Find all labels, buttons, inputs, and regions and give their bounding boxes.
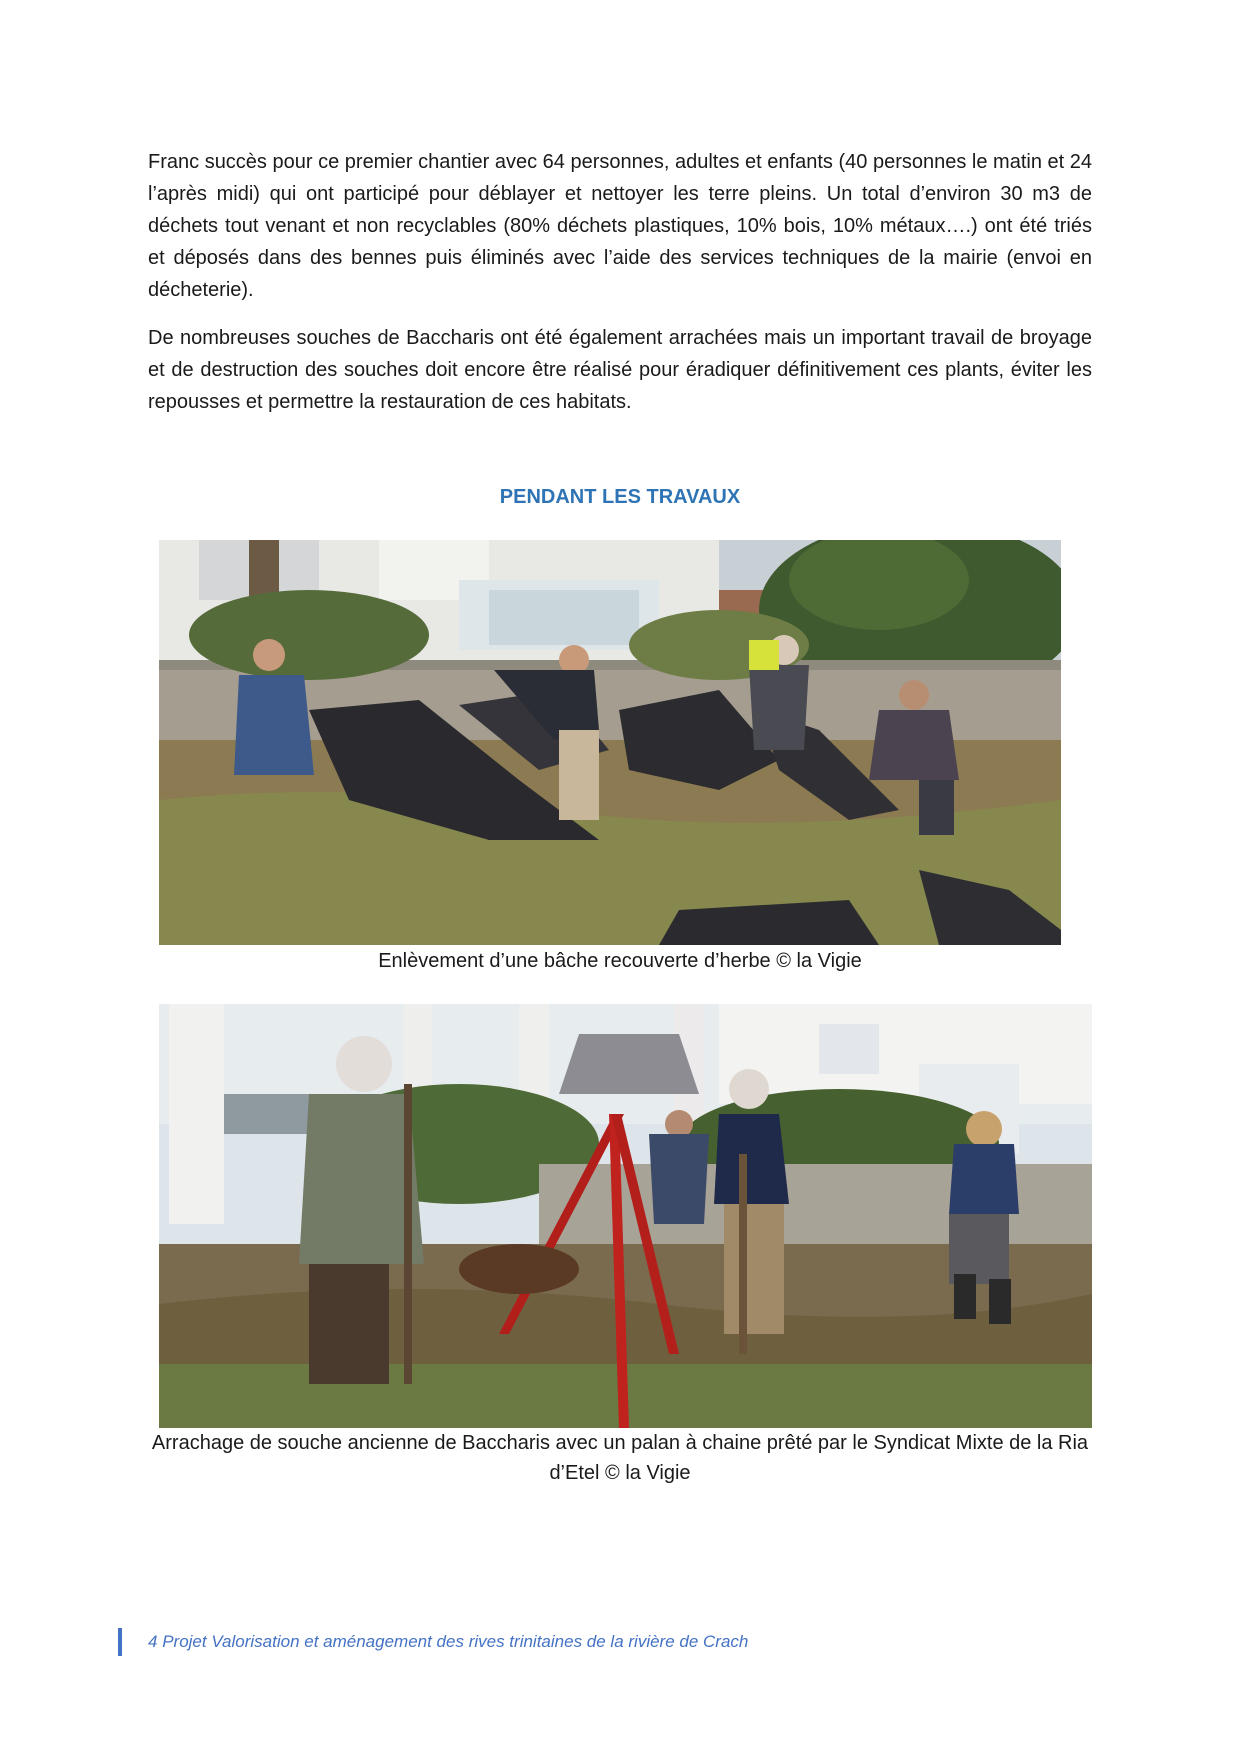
page-footer xyxy=(118,1628,748,1656)
body-paragraph-1: Franc succès pour ce premier chantier avec 64 personnes, adultes et enfants (40 personnes le matin et 24 l’après midi) qui ont participé pour déblayer et nettoyer les terre pleins. Un total d’environ 30 m3 de déchets tout venant et non recyclables (80% déchets plastiques, 10% bois, 10% métaux….) ont été triés et déposés dans des bennes puis éliminés avec l’aide des services techniques de la mairie (envoi en décheterie). xyxy=(148,151,1092,301)
document-title: Projet Valorisation et aménagement des rives trinitaines de la rivière de Crach xyxy=(162,1632,749,1651)
page-number: 4 xyxy=(148,1632,158,1651)
photo-caption-1: Enlèvement d’une bâche recouverte d’herbe © la Vigie xyxy=(378,950,862,972)
photo-tarp-removal xyxy=(159,540,1061,945)
body-paragraph-2: De nombreuses souches de Baccharis ont été également arrachées mais un important travail de broyage et de destruction des souches doit encore être réalisé pour éradiquer définitivement ces plants, éviter les repousses et permettre la restauration de ces habitats. xyxy=(148,327,1092,413)
section-heading: PENDANT LES TRAVAUX xyxy=(499,486,741,508)
photo-caption-2: Arrachage de souche ancienne de Baccharis avec un palan à chaine prêté par le Syndicat Mixte de la Ria d’Etel © la Vigie xyxy=(151,1432,1089,1484)
footer-accent-bar xyxy=(118,1628,122,1656)
photo-stump-removal xyxy=(159,1004,1092,1428)
footer-text xyxy=(148,1632,748,1652)
